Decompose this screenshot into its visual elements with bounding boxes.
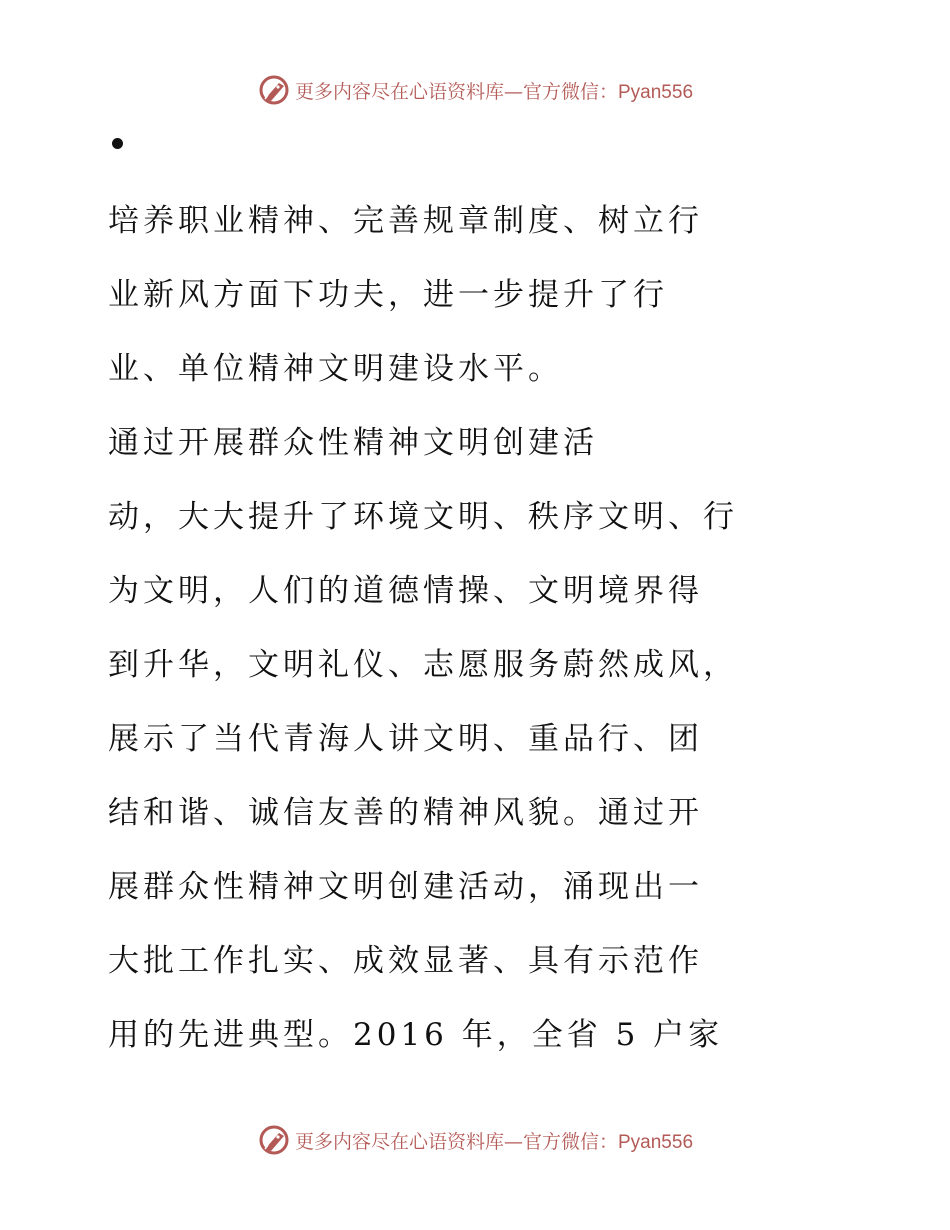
watermark-text: 更多内容尽在心语资料库—官方微信：Pyan556 — [294, 1130, 694, 1153]
pen-nib-logo-icon — [257, 73, 291, 107]
body-line: 大批工作扎实、成效显著、具有示范作 — [108, 943, 703, 979]
body-line: 为文明，人们的道德情操、文明境界得 — [108, 573, 703, 609]
body-line: 业新风方面下功夫，进一步提升了行 — [108, 277, 668, 313]
body-line: 到升华，文明礼仪、志愿服务蔚然成风， — [108, 647, 738, 683]
body-line: 展群众性精神文明创建活动，涌现出一 — [108, 869, 703, 905]
body-line: 用的先进典型。2016 年，全省 5 户家 — [108, 1017, 724, 1053]
body-line: 通过开展群众性精神文明创建活 — [108, 425, 598, 461]
body-line: 培养职业精神、完善规章制度、树立行 — [108, 203, 703, 239]
footer-watermark — [0, 1120, 950, 1160]
header-watermark — [0, 70, 950, 110]
document-body — [108, 184, 868, 1072]
body-line: 业、单位精神文明建设水平。 — [108, 351, 563, 387]
body-line: 动，大大提升了环境文明、秩序文明、行 — [108, 499, 738, 535]
body-line: 展示了当代青海人讲文明、重品行、团 — [108, 721, 703, 757]
bullet-dot-icon — [112, 138, 123, 149]
pen-nib-logo-icon — [257, 1123, 291, 1157]
watermark-text: 更多内容尽在心语资料库—官方微信：Pyan556 — [294, 80, 694, 103]
body-line: 结和谐、诚信友善的精神风貌。通过开 — [108, 795, 703, 831]
